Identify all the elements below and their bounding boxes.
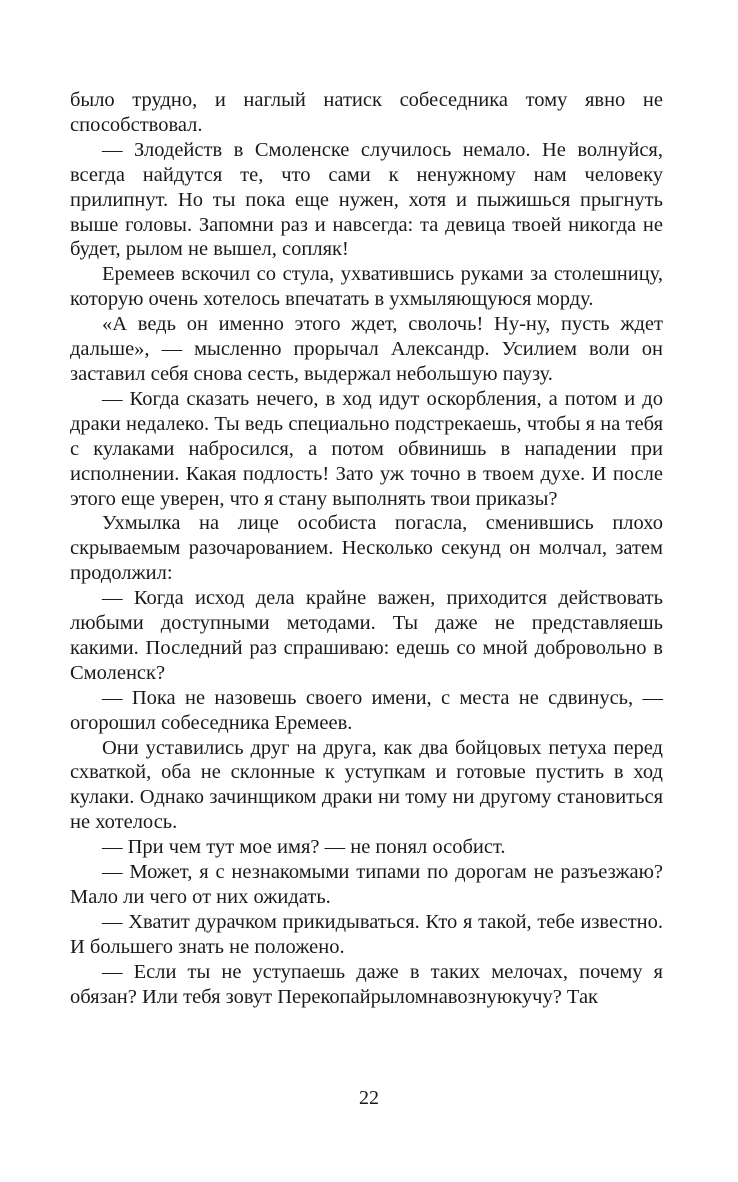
paragraph: — Когда сказать нечего, в ход идут оскорбления, а потом и до драки недалеко. Ты ведь специально подстрекаешь, чтобы я на тебя с кулаками набросился, а потом обвинишь в нападении при исполнении. Какая подлость! Зато уж точно в твоем духе. И после этого еще уверен, что я стану выполнять твои приказы?	[70, 387, 663, 510]
paragraph: — Если ты не уступаешь даже в таких мелочах, почему я обязан? Или тебя зовут Перекопайрыломнавознуюкучу? Так	[70, 960, 663, 1008]
page-number: 22	[359, 1087, 379, 1109]
paragraph: — Пока не назовешь своего имени, с места не сдвинусь, — огорошил собеседника Еремеев.	[70, 686, 663, 734]
paragraph: Они уставились друг на друга, как два бойцовых петуха перед схваткой, оба не склонные к уступкам и готовые пустить в ход кулаки. Однако зачинщиком драки ни тому ни другому становиться не хотелось.	[70, 736, 663, 834]
paragraph: — Хватит дурачком прикидываться. Кто я такой, тебе известно. И большего знать не положено.	[70, 910, 663, 958]
paragraph: — Может, я с незнакомыми типами по дорогам не разъезжаю? Мало ли чего от них ожидать.	[70, 861, 663, 908]
paragraph: «А ведь он именно этого ждет, сволочь! Ну-ну, пусть ждет дальше», — мысленно прорычал Александр. Усилием воли он заставил себя снова сесть, выдержал небольшую паузу.	[70, 313, 663, 385]
paragraph: было трудно, и наглый натиск собеседника тому явно не способствовал.	[70, 89, 663, 136]
paragraph: Ухмылка на лице особиста погасла, сменившись плохо скрываемым разочарованием. Несколько секунд он молчал, затем продолжил:	[70, 512, 663, 585]
paragraph: — Злодейств в Смоленске случилось немало. Не волнуйся, всегда найдутся те, что сами к ненужному нам человеку прилипнут. Но ты пока еще нужен, хотя и пыжишься прыгнуть выше головы. Запомни раз и навсегда: та девица твоей никогда не будет, рылом не вышел, сопляк!	[70, 138, 663, 261]
page-body	[70, 88, 663, 1010]
paragraph: Еремеев вскочил со стула, ухватившись руками за столешницу, которую очень хотелось впечатать в ухмыляющуюся морду.	[70, 263, 663, 311]
paragraph: — Когда исход дела крайне важен, приходится действовать любыми доступными методами. Ты даже не представляешь какими. Последний раз спрашиваю: едешь со мной добровольно в Смоленск?	[70, 587, 663, 684]
paragraph: — При чем тут мое имя? — не понял особист.	[102, 836, 506, 859]
